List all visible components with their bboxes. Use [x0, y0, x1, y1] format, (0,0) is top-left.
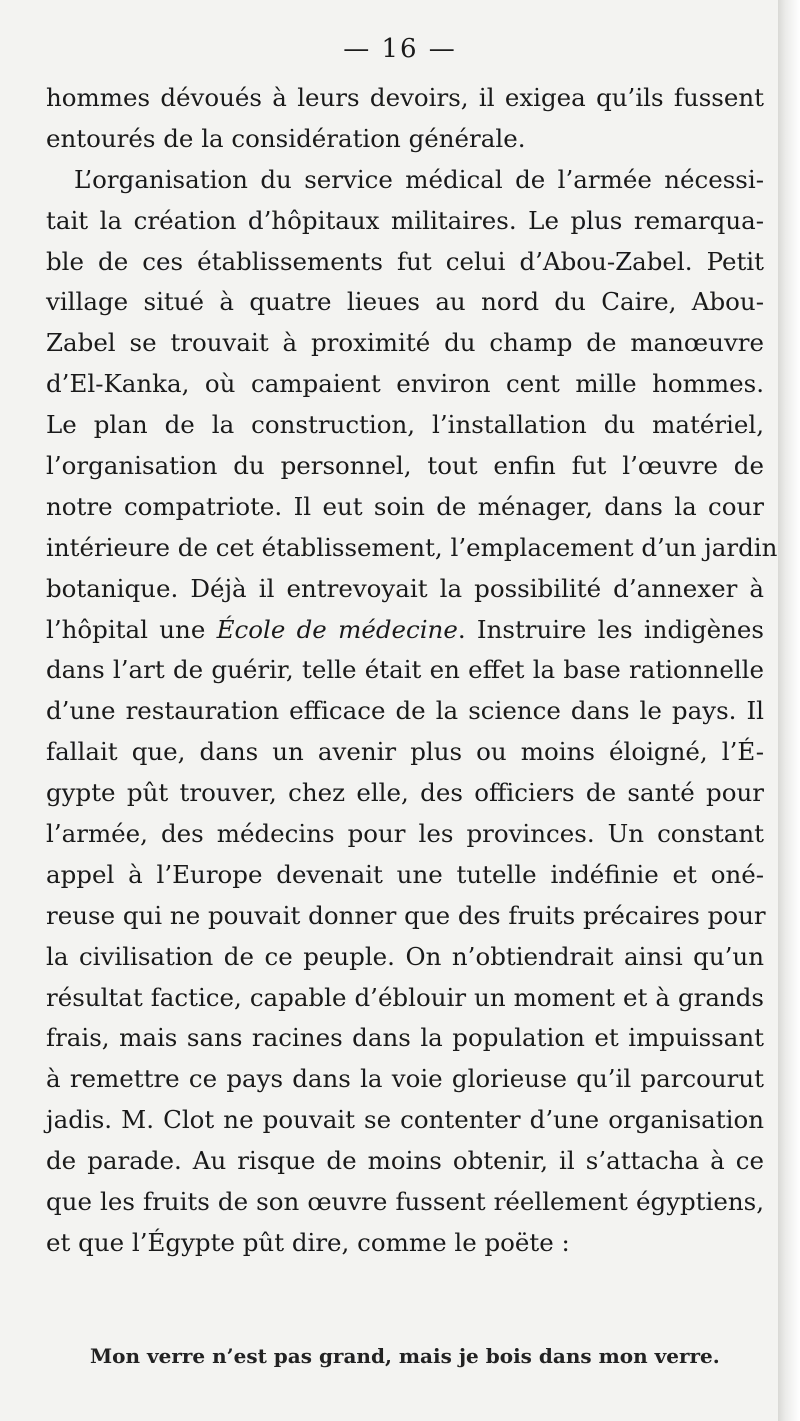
text-line: Zabel se trouvait à proximité du champ de manœuvre [46, 328, 764, 358]
text-line: reuse qui ne pouvait donner que des fruits précaires pour [46, 900, 766, 930]
text-line: l’hôpital une École de médecine. Instruire les indigènes [46, 614, 765, 644]
text-line: fallait que, dans un avenir plus ou moins éloigné, l’É- [46, 737, 764, 767]
text-line: ble de ces établissements fut celui d’Abou-Zabel. Petit [46, 246, 764, 276]
verse-quotation: Mon verre n’est pas grand, mais je bois dans mon verre. [90, 1344, 720, 1368]
body-paragraph [46, 78, 778, 1264]
text-line: notre compatriote. Il eut soin de ménager, dans la cour [46, 491, 764, 521]
text-line: village situé à quatre lieues au nord du Caire, Abou- [46, 287, 764, 317]
text-line: la civilisation de ce peuple. On n’obtiendrait ainsi qu’un [46, 941, 764, 971]
italic-phrase: École de médecine [216, 614, 458, 644]
text-line: hommes dévoués à leurs devoirs, il exigea qu’ils fussent [46, 83, 764, 112]
text-line: de parade. Au risque de moins obtenir, il s’attacha à ce [46, 1146, 764, 1176]
text-line: l’armée, des médecins pour les provinces. Un constant [46, 819, 764, 849]
text-line: tait la création d’hôpitaux militaires. Le plus remarqua- [46, 205, 764, 235]
text-line: entourés de la considération générale. [46, 123, 526, 153]
text-line: à remettre ce pays dans la voie glorieuse qu’il parcourut [46, 1064, 764, 1094]
text-line: que les fruits de son œuvre fussent réellement égyptiens, [46, 1187, 764, 1217]
text-line: d’El-Kanka, où campaient environ cent mille hommes. [46, 369, 764, 399]
text-line: d’une restauration efficace de la science dans le pays. Il [46, 696, 764, 726]
text-line: L’organisation du service médical de l’armée nécessi- [74, 164, 764, 194]
page-number: — 16 — [343, 34, 457, 64]
text-line: frais, mais sans racines dans la population et impuissant [46, 1023, 764, 1053]
text-line: résultat factice, capable d’éblouir un moment et à grands [46, 982, 764, 1012]
page-edge [778, 0, 800, 1421]
text-line: appel à l’Europe devenait une tutelle indéfinie et oné- [46, 859, 764, 889]
text-line: l’organisation du personnel, tout enfin fut l’œuvre de [46, 451, 764, 481]
text-line: intérieure de cet établissement, l’emplacement d’un jardin [46, 532, 778, 562]
text-line: gypte pût trouver, chez elle, des officiers de santé pour [46, 778, 764, 808]
text-line: botanique. Déjà il entrevoyait la possibilité d’annexer à [46, 573, 764, 603]
text-line: jadis. M. Clot ne pouvait se contenter d’une organisation [46, 1105, 764, 1135]
text-line: et que l’Égypte pût dire, comme le poëte : [46, 1227, 570, 1257]
text-line: Le plan de la construction, l’installation du matériel, [46, 410, 764, 440]
text-line: dans l’art de guérir, telle était en effet la base rationnelle [46, 655, 764, 685]
